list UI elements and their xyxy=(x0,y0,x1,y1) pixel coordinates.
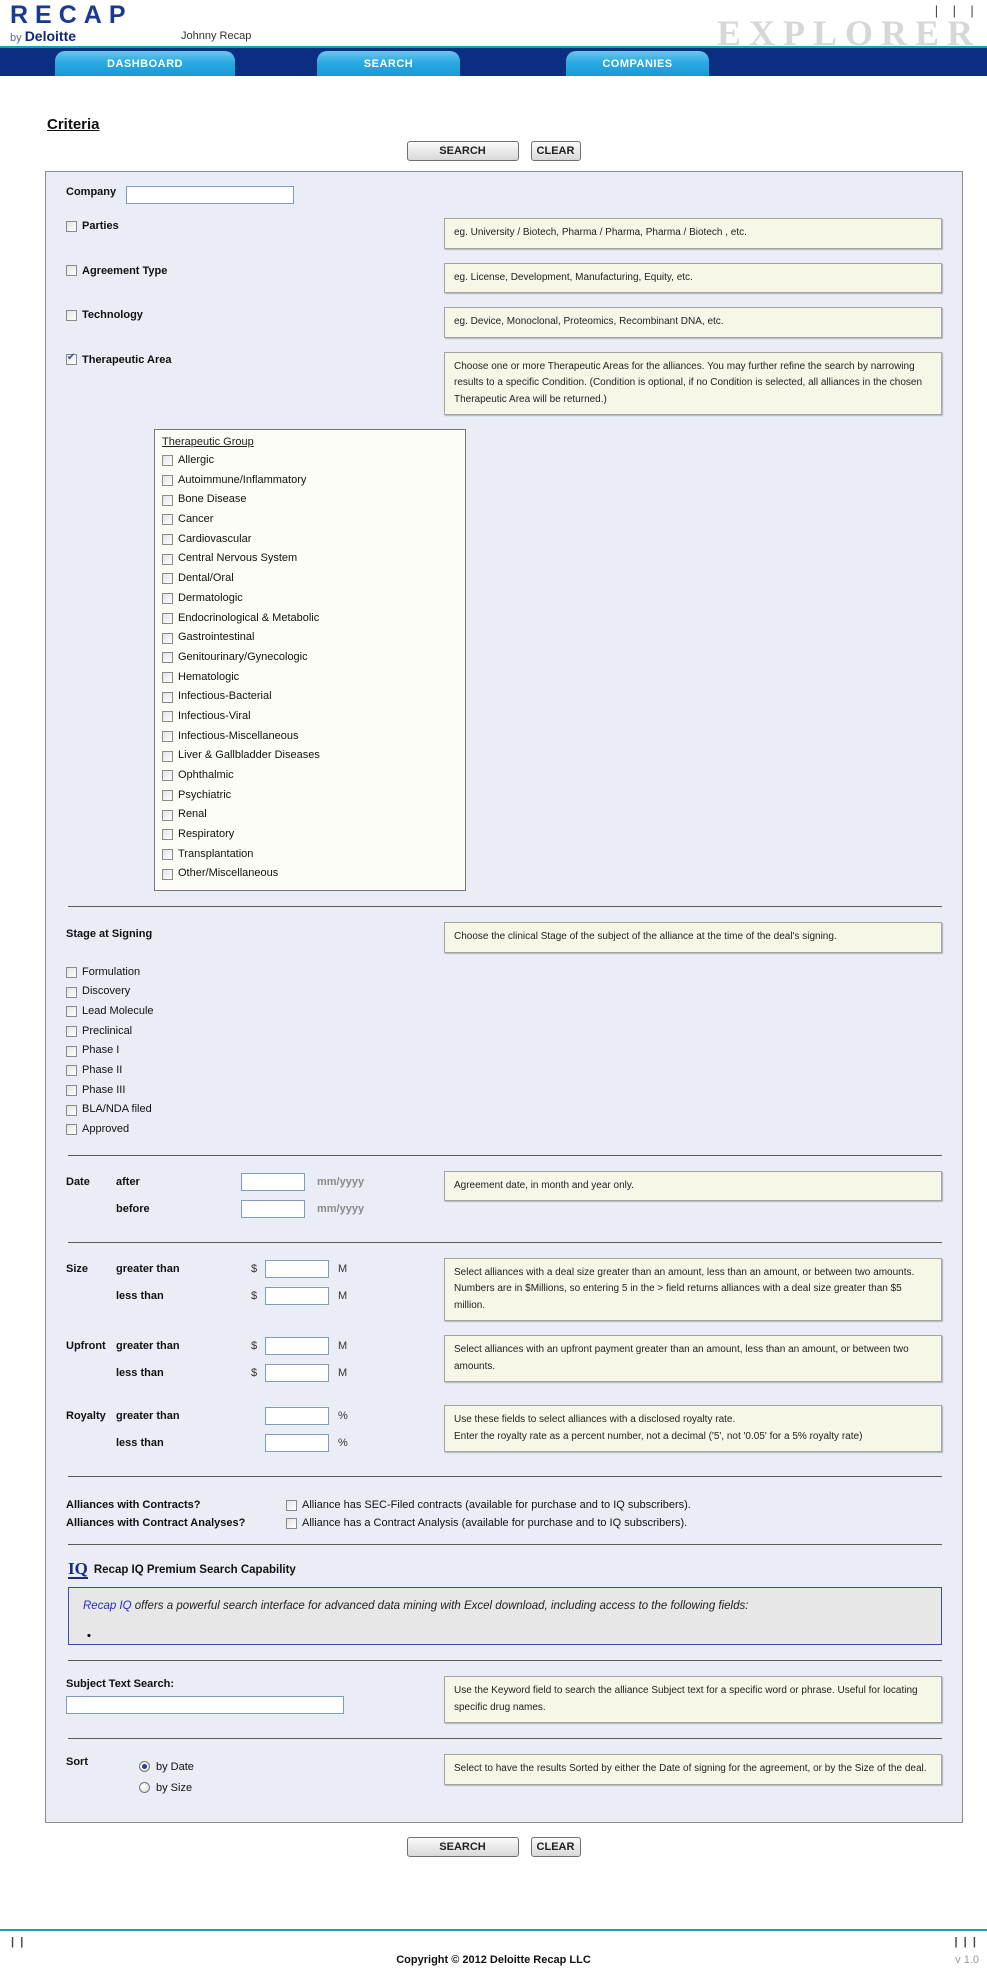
search-button[interactable]: SEARCH xyxy=(407,1837,519,1857)
size-label: Size xyxy=(66,1262,89,1275)
sort-hint: Select to have the results Sorted by either the Date of signing for the agreement, or by the Size of the deal. xyxy=(444,1754,942,1785)
date-format-hint: mm/yyyy xyxy=(317,1175,365,1188)
criteria-panel xyxy=(45,171,963,1823)
footer xyxy=(0,1931,987,1976)
contract-analysis-checkbox[interactable] xyxy=(286,1517,687,1529)
stage-option[interactable]: BLA/NDA filed xyxy=(66,1100,944,1120)
parties-hint: eg. University / Biotech, Pharma / Pharma, Pharma / Biotech , etc. xyxy=(444,218,942,249)
date-before-row xyxy=(66,1200,444,1218)
footer-link[interactable] xyxy=(961,1936,970,1948)
therapeutic-area-label: Therapeutic Area xyxy=(82,353,172,366)
checkbox-icon xyxy=(66,265,77,276)
top-button-row xyxy=(0,141,987,161)
recap-logo xyxy=(10,3,133,44)
date-after-input[interactable] xyxy=(241,1173,305,1191)
therapeutic-group-option[interactable]: Ophthalmic xyxy=(162,766,458,786)
therapeutic-group-option[interactable]: Central Nervous System xyxy=(162,549,458,569)
company-row xyxy=(66,186,944,204)
royalty-gt-input[interactable] xyxy=(265,1407,329,1425)
date-hint: Agreement date, in month and year only. xyxy=(444,1171,942,1202)
currency-symbol: $ xyxy=(251,1289,258,1302)
stage-option[interactable]: Formulation xyxy=(66,963,944,983)
checkbox-icon xyxy=(66,310,77,321)
date-format-hint: mm/yyyy xyxy=(317,1202,365,1215)
size-lt-label: less than xyxy=(116,1289,164,1302)
divider xyxy=(68,1242,942,1243)
checkbox-icon xyxy=(66,1085,77,1096)
checkbox-icon xyxy=(66,1105,77,1116)
company-label: Company xyxy=(66,186,117,198)
upfront-lt-input[interactable] xyxy=(265,1364,329,1382)
contract-analyses-row xyxy=(66,1517,944,1529)
sort-option[interactable]: by Size xyxy=(139,1777,194,1798)
checkbox-icon xyxy=(286,1500,297,1511)
checkbox-icon xyxy=(162,455,173,466)
sec-filed-contracts-label: Alliance has SEC-Filed contracts (available for purchase and to IQ subscribers). xyxy=(302,1499,691,1512)
royalty-hint-line2: Enter the royalty rate as a percent number, not a decimal ('5', not '0.05' for a 5% royalty rate) xyxy=(454,1430,863,1442)
parties-checkbox[interactable] xyxy=(66,220,444,232)
sort-row xyxy=(66,1754,944,1798)
size-gt-label: greater than xyxy=(116,1262,180,1275)
millions-unit: M xyxy=(338,1289,348,1302)
agreement-type-row xyxy=(66,263,944,294)
checkbox-icon xyxy=(66,1046,77,1057)
checkbox-icon xyxy=(162,751,173,762)
checkbox-icon xyxy=(286,1518,297,1529)
checkbox-icon xyxy=(162,514,173,525)
checkbox-icon xyxy=(162,672,173,683)
date-before-label: before xyxy=(116,1202,150,1215)
therapeutic-area-checkbox[interactable] xyxy=(66,354,444,366)
checkbox-icon xyxy=(162,495,173,506)
therapeutic-area-row xyxy=(66,352,944,416)
sec-filed-contracts-checkbox[interactable] xyxy=(286,1499,691,1511)
stage-option[interactable]: Phase I xyxy=(66,1041,944,1061)
bottom-button-row xyxy=(0,1837,987,1857)
checkbox-icon xyxy=(162,829,173,840)
checkbox-icon xyxy=(162,790,173,801)
clear-button[interactable]: CLEAR xyxy=(531,1837,581,1857)
nav-tab-search[interactable]: SEARCH xyxy=(317,51,460,76)
therapeutic-group-option[interactable]: Transplantation xyxy=(162,845,458,865)
footer-link[interactable] xyxy=(8,1936,17,1948)
contract-analyses-question: Alliances with Contract Analyses? xyxy=(66,1517,246,1530)
sort-label: Sort xyxy=(66,1756,88,1769)
contracts-question: Alliances with Contracts? xyxy=(66,1499,201,1512)
size-gt-input[interactable] xyxy=(265,1260,329,1278)
contracts-row xyxy=(66,1499,944,1511)
therapeutic-group-option[interactable]: Dental/Oral xyxy=(162,569,458,589)
currency-symbol: $ xyxy=(251,1367,258,1380)
checkbox-icon xyxy=(162,534,173,545)
royalty-label: Royalty xyxy=(66,1410,106,1423)
stage-list xyxy=(66,963,944,1140)
divider xyxy=(68,1660,942,1661)
millions-unit: M xyxy=(338,1340,348,1353)
checkbox-icon xyxy=(162,770,173,781)
checkbox-icon xyxy=(162,593,173,604)
search-button[interactable]: SEARCH xyxy=(407,141,519,161)
therapeutic-group-option[interactable]: Allergic xyxy=(162,451,458,471)
checkbox-icon xyxy=(162,731,173,742)
royalty-row xyxy=(66,1405,944,1461)
therapeutic-group-list xyxy=(162,451,458,884)
checkbox-icon xyxy=(66,221,77,232)
therapeutic-group-option[interactable]: Liver & Gallbladder Diseases xyxy=(162,746,458,766)
therapeutic-group-title: Therapeutic Group xyxy=(162,436,254,448)
therapeutic-area-hint: Choose one or more Therapeutic Areas for the alliances. You may further refine the search by narrowing results to a specific Condition. (Condition is optional, if no Condition is selected, all alliances in the chosen Therapeutic Area will be returned.) xyxy=(444,352,942,416)
checkbox-icon xyxy=(66,1006,77,1017)
footer-link[interactable] xyxy=(951,1936,960,1948)
radio-icon xyxy=(139,1782,150,1793)
checkbox-icon xyxy=(162,869,173,880)
therapeutic-group-option[interactable]: Other/Miscellaneous xyxy=(162,864,458,884)
technology-label: Technology xyxy=(82,309,143,321)
recap-iq-title: Recap IQ Premium Search Capability xyxy=(93,1563,296,1576)
subject-hint: Use the Keyword field to search the alliance Subject text for a specific word or phrase. Useful for locating specific drug names. xyxy=(444,1676,942,1723)
upfront-hint: Select alliances with an upfront payment greater than an amount, less than an amount, or between two amounts. xyxy=(444,1335,942,1382)
footer-link[interactable] xyxy=(970,1936,979,1948)
royalty-hint-line1: Use these fields to select alliances with a disclosed royalty rate. xyxy=(454,1414,736,1426)
therapeutic-group-option[interactable]: Infectious-Miscellaneous xyxy=(162,727,458,747)
checkbox-icon xyxy=(66,1065,77,1076)
therapeutic-group-option[interactable]: Bone Disease xyxy=(162,490,458,510)
divider xyxy=(68,1544,942,1545)
explorer-watermark: EXPLORER xyxy=(716,13,981,46)
upfront-lt-label: less than xyxy=(116,1367,164,1380)
subject-input[interactable] xyxy=(66,1696,344,1714)
royalty-hint xyxy=(444,1405,942,1452)
stage-row xyxy=(66,922,944,953)
recap-iq-logo: IQ xyxy=(68,1559,88,1579)
recap-iq-box xyxy=(68,1587,942,1645)
checkbox-icon xyxy=(162,573,173,584)
therapeutic-group-option[interactable]: Renal xyxy=(162,805,458,825)
company-input[interactable] xyxy=(126,186,294,204)
header xyxy=(0,0,987,46)
technology-row xyxy=(66,307,944,338)
parties-label: Parties xyxy=(82,220,119,232)
header-links xyxy=(928,3,981,18)
parties-row xyxy=(66,218,944,249)
technology-hint: eg. Device, Monoclonal, Proteomics, Recombinant DNA, etc. xyxy=(444,307,942,338)
upfront-label: Upfront xyxy=(66,1340,106,1353)
percent-unit: % xyxy=(338,1410,348,1423)
royalty-gt-label: greater than xyxy=(116,1410,180,1423)
checkbox-icon xyxy=(162,652,173,663)
technology-checkbox[interactable] xyxy=(66,309,444,321)
subject-label: Subject Text Search: xyxy=(66,1678,174,1691)
currency-symbol: $ xyxy=(251,1340,258,1353)
checkbox-icon xyxy=(162,810,173,821)
nav-tab-dashboard[interactable]: DASHBOARD xyxy=(55,51,235,76)
footer-left-links xyxy=(8,1936,26,1948)
stage-label: Stage at Signing xyxy=(66,928,153,941)
royalty-lt-input[interactable] xyxy=(265,1434,329,1452)
therapeutic-group-option[interactable]: Gastrointestinal xyxy=(162,628,458,648)
size-hint: Select alliances with a deal size greater than an amount, less than an amount, or between two amounts. Numbers are in $Millions, so entering 5 in the > field returns alliances with a deal size greater than $5 million. xyxy=(444,1258,942,1322)
checkbox-icon xyxy=(66,354,77,365)
therapeutic-group-option[interactable]: Infectious-Viral xyxy=(162,707,458,727)
agreement-type-label: Agreement Type xyxy=(82,264,168,277)
millions-unit: M xyxy=(338,1262,348,1275)
page-title: Criteria xyxy=(47,116,100,133)
checkbox-icon xyxy=(162,692,173,703)
radio-icon xyxy=(139,1761,150,1772)
header-link[interactable] xyxy=(945,3,963,18)
upfront-gt-input[interactable] xyxy=(265,1337,329,1355)
date-row xyxy=(66,1171,944,1227)
contracts-section xyxy=(66,1499,944,1529)
stage-option[interactable]: Phase II xyxy=(66,1061,944,1081)
checkbox-icon xyxy=(162,475,173,486)
therapeutic-group-option[interactable]: Hematologic xyxy=(162,668,458,688)
footer-right-links xyxy=(951,1936,979,1948)
therapeutic-group-option[interactable]: Autoimmune/Inflammatory xyxy=(162,471,458,491)
divider xyxy=(68,1155,942,1156)
divider xyxy=(68,1738,942,1739)
stage-option[interactable]: Discovery xyxy=(66,982,944,1002)
sort-options xyxy=(139,1756,194,1798)
checkbox-icon xyxy=(162,633,173,644)
date-after-label: after xyxy=(116,1175,140,1188)
therapeutic-group-option[interactable]: Infectious-Bacterial xyxy=(162,687,458,707)
therapeutic-group-option[interactable]: Cancer xyxy=(162,510,458,530)
contract-analysis-label: Alliance has a Contract Analysis (available for purchase and to IQ subscribers). xyxy=(302,1517,688,1530)
copyright-text: Copyright © 2012 Deloitte Recap LLC xyxy=(396,1954,591,1967)
sort-option[interactable]: by Date xyxy=(139,1756,194,1777)
stage-option[interactable]: Lead Molecule xyxy=(66,1002,944,1022)
size-lt-input[interactable] xyxy=(265,1287,329,1305)
checkbox-icon xyxy=(162,554,173,565)
date-after-row xyxy=(66,1173,444,1191)
currency-symbol: $ xyxy=(251,1262,258,1275)
header-link[interactable] xyxy=(963,3,981,18)
header-link[interactable] xyxy=(928,3,946,18)
stage-option[interactable]: Preclinical xyxy=(66,1022,944,1042)
stage-option[interactable]: Approved xyxy=(66,1120,944,1140)
date-label: Date xyxy=(66,1175,90,1188)
recap-iq-link[interactable]: Recap IQ xyxy=(83,1600,132,1613)
checkbox-icon xyxy=(162,613,173,624)
divider xyxy=(68,1476,942,1477)
agreement-type-hint: eg. License, Development, Manufacturing, Equity, etc. xyxy=(444,263,942,294)
nav-tab-companies[interactable]: COMPANIES xyxy=(566,51,709,76)
divider xyxy=(68,906,942,907)
therapeutic-group-option[interactable]: Respiratory xyxy=(162,825,458,845)
millions-unit: M xyxy=(338,1367,348,1380)
recap-iq-header xyxy=(68,1560,944,1579)
recap-iq-intro: Recap IQ offers a powerful search interface for advanced data mining with Excel download, including access to the following fields: xyxy=(83,1600,749,1613)
checkbox-icon xyxy=(66,967,77,978)
agreement-type-checkbox[interactable] xyxy=(66,265,444,277)
upfront-row xyxy=(66,1335,944,1391)
size-row xyxy=(66,1258,944,1322)
therapeutic-group-option[interactable]: Psychiatric xyxy=(162,786,458,806)
therapeutic-group-option[interactable]: Genitourinary/Gynecologic xyxy=(162,648,458,668)
version-text: v 1.0 xyxy=(955,1954,979,1967)
upfront-gt-label: greater than xyxy=(116,1340,180,1353)
date-before-input[interactable] xyxy=(241,1200,305,1218)
checkbox-icon xyxy=(162,711,173,722)
percent-unit: % xyxy=(338,1437,348,1450)
therapeutic-group-listbox xyxy=(154,429,466,891)
deloitte-wordmark: by Deloitte xyxy=(10,28,77,44)
stage-option[interactable]: Phase III xyxy=(66,1081,944,1101)
checkbox-icon xyxy=(66,1124,77,1135)
therapeutic-group-option[interactable]: Endocrinological & Metabolic xyxy=(162,609,458,629)
therapeutic-group-option[interactable]: Dermatologic xyxy=(162,589,458,609)
stage-hint: Choose the clinical Stage of the subject of the alliance at the time of the deal's signing. xyxy=(444,922,942,953)
user-name: Johnny Recap xyxy=(181,30,252,42)
therapeutic-group-option[interactable]: Cardiovascular xyxy=(162,530,458,550)
checkbox-icon xyxy=(162,849,173,860)
subject-row xyxy=(66,1676,944,1723)
royalty-lt-label: less than xyxy=(116,1437,164,1450)
nav-bar xyxy=(0,48,987,76)
clear-button[interactable]: CLEAR xyxy=(531,141,581,161)
checkbox-icon xyxy=(66,987,77,998)
footer-link[interactable] xyxy=(17,1936,26,1948)
checkbox-icon xyxy=(66,1026,77,1037)
recap-wordmark: RECAP xyxy=(10,1,133,29)
